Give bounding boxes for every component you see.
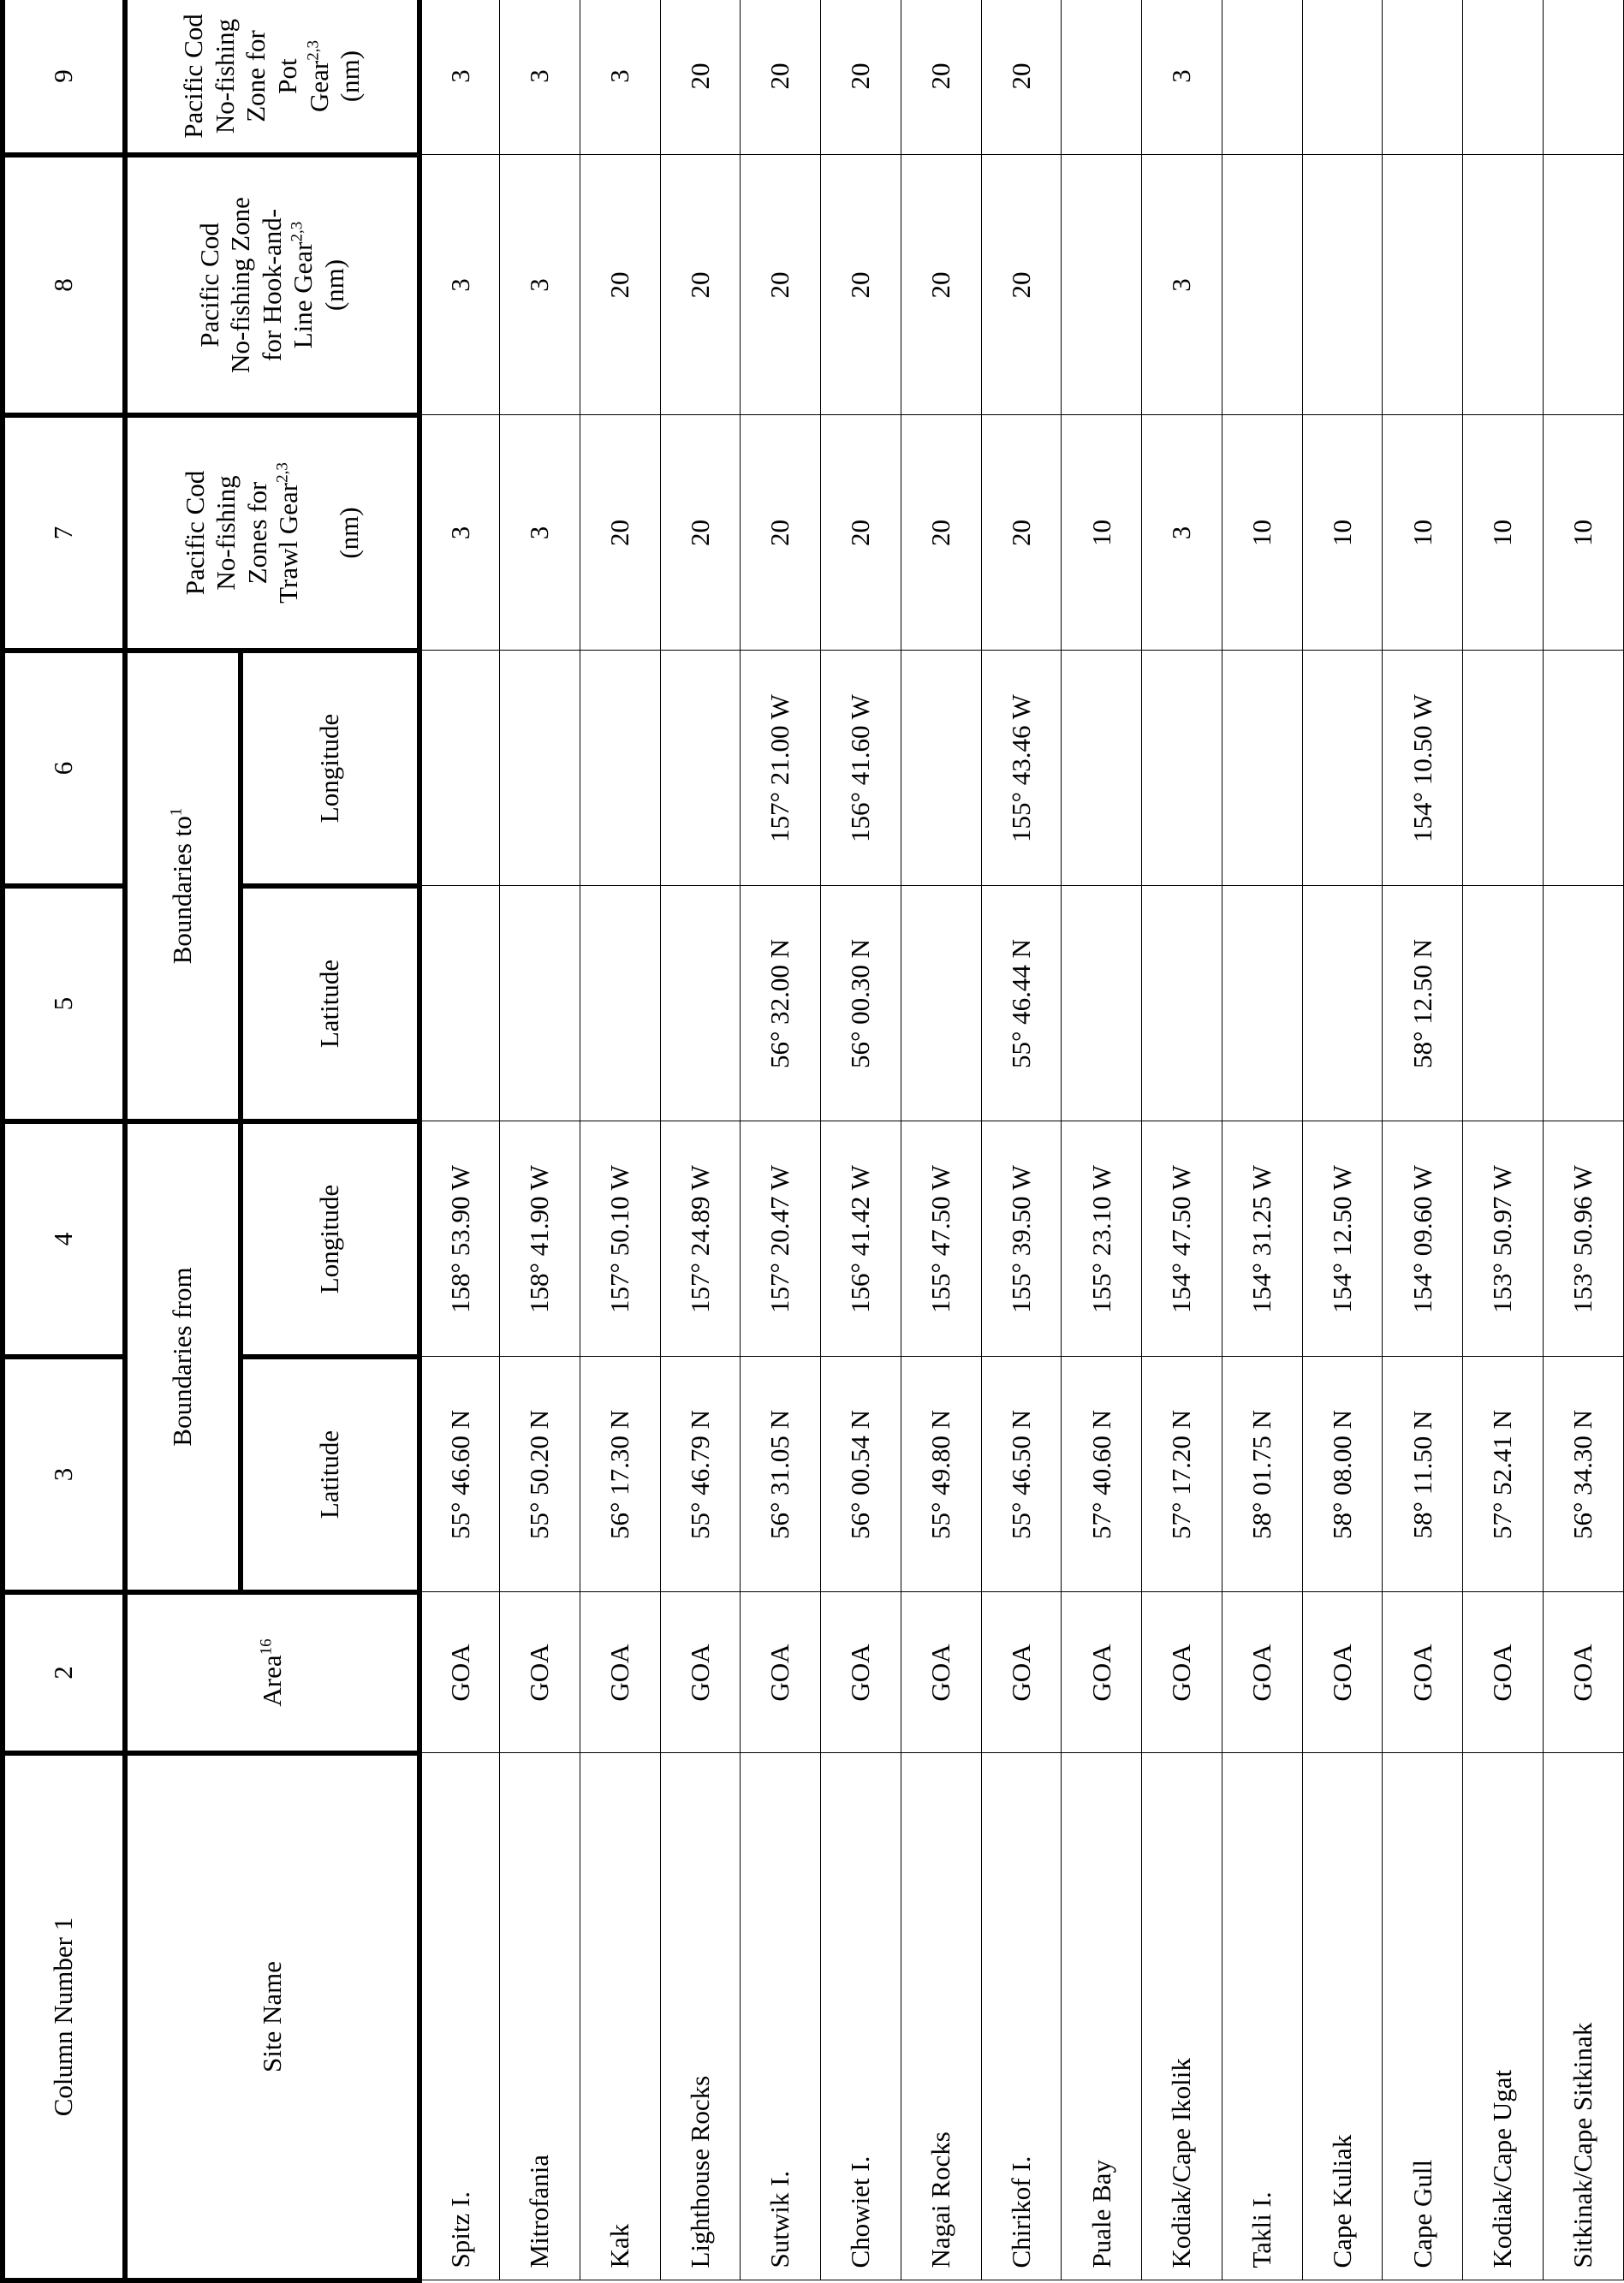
area-header-label: Area [256, 1655, 287, 1707]
table-row [981, 0, 1062, 2280]
hook-zone-cell [1463, 155, 1544, 415]
column-number-5: 5 [3, 886, 125, 1121]
to-latitude-cell: 55° 46.44 N [981, 886, 1062, 1121]
to-latitude-cell [1544, 886, 1624, 1121]
pot-zone-cell: 3 [580, 0, 660, 155]
from-latitude-cell: 56° 34.30 N [1544, 1357, 1624, 1592]
hook-zone-cell [1222, 155, 1302, 415]
to-latitude-cell [1142, 886, 1222, 1121]
column-number-3: 3 [3, 1357, 125, 1592]
trawl-zone-cell: 10 [1222, 415, 1302, 651]
trawl-zone-cell: 10 [1062, 415, 1142, 651]
from-latitude-cell: 57° 52.41 N [1463, 1357, 1544, 1592]
site-name-cell: Kodiak/Cape Ugat [1463, 1753, 1544, 2280]
area-cell: GOA [1544, 1592, 1624, 1753]
area-cell: GOA [821, 1592, 901, 1753]
pot-zone-cell: 3 [419, 0, 500, 155]
from-latitude-cell: 55° 46.60 N [419, 1357, 500, 1592]
area-cell: GOA [1383, 1592, 1463, 1753]
boundaries-to-footnote-ref: 1 [168, 807, 187, 817]
to-longitude-cell [500, 651, 580, 886]
from-longitude-cell: 158° 41.90 W [500, 1121, 580, 1357]
table-row [1544, 0, 1624, 2280]
hook-zone-cell: 3 [419, 155, 500, 415]
pot-zone-cell [1383, 0, 1463, 155]
site-name-cell: Mitrofania [500, 1753, 580, 2280]
table-row [1062, 0, 1142, 2280]
hook-zone-cell: 20 [981, 155, 1062, 415]
from-latitude-cell: 58° 01.75 N [1222, 1357, 1302, 1592]
table-row [580, 0, 660, 2280]
boundaries-to-header [125, 651, 241, 1121]
to-longitude-cell [1222, 651, 1302, 886]
hook-header-line-2: No-fishing Zone [225, 197, 256, 373]
area-cell: GOA [981, 1592, 1062, 1753]
area-cell: GOA [500, 1592, 580, 1753]
hook-zone-cell: 3 [500, 155, 580, 415]
area-cell: GOA [1142, 1592, 1222, 1753]
pot-zone-cell [1062, 0, 1142, 155]
pot-header-unit: (nm) [335, 50, 366, 103]
trawl-header-line-2: No-fishing [211, 475, 241, 591]
from-latitude-header: Latitude [241, 1357, 419, 1592]
site-name-cell: Chowiet I. [821, 1753, 901, 2280]
site-name-cell: Sitkinak/Cape Sitkinak [1544, 1753, 1624, 2280]
site-name-cell: Sutwik I. [741, 1753, 821, 2280]
trawl-header-line-3: Zones for [241, 481, 272, 585]
column-number-1: Column Number 1 [3, 1753, 125, 2280]
area-cell: GOA [1302, 1592, 1383, 1753]
from-latitude-cell: 57° 17.20 N [1142, 1357, 1222, 1592]
from-longitude-cell: 157° 20.47 W [741, 1121, 821, 1357]
from-longitude-cell: 154° 09.60 W [1383, 1121, 1463, 1357]
trawl-header-line-1: Pacific Cod [179, 470, 210, 596]
pot-gear-header [125, 0, 419, 155]
from-longitude-cell: 155° 39.50 W [981, 1121, 1062, 1357]
to-latitude-cell [1463, 886, 1544, 1121]
to-latitude-cell: 56° 32.00 N [741, 886, 821, 1121]
trawl-zone-cell: 10 [1463, 415, 1544, 651]
to-latitude-cell: 58° 12.50 N [1383, 886, 1463, 1121]
pot-zone-cell: 3 [1142, 0, 1222, 155]
hook-zone-cell: 20 [741, 155, 821, 415]
from-latitude-cell: 56° 00.54 N [821, 1357, 901, 1592]
area-header [125, 1592, 419, 1753]
trawl-zone-cell: 10 [1302, 415, 1383, 651]
column-number-2: 2 [3, 1592, 125, 1753]
trawl-header-unit: (nm) [333, 507, 364, 559]
from-latitude-cell: 58° 11.50 N [1383, 1357, 1463, 1592]
site-name-cell: Spitz I. [419, 1753, 500, 2280]
pot-zone-cell [1544, 0, 1624, 155]
from-longitude-cell: 154° 31.25 W [1222, 1121, 1302, 1357]
to-latitude-cell [580, 886, 660, 1121]
trawl-zone-cell: 20 [660, 415, 741, 651]
area-cell: GOA [419, 1592, 500, 1753]
pot-zone-cell [1222, 0, 1302, 155]
to-longitude-cell [1544, 651, 1624, 886]
from-longitude-cell: 156° 41.42 W [821, 1121, 901, 1357]
hook-and-line-gear-header [125, 155, 419, 415]
pot-header-line-2: No-fishing [209, 18, 240, 134]
hook-zone-cell [1302, 155, 1383, 415]
column-number-6: 6 [3, 651, 125, 886]
table-row [1383, 0, 1463, 2280]
to-longitude-cell: 154° 10.50 W [1383, 651, 1463, 886]
column-number-7: 7 [3, 415, 125, 651]
pot-zone-cell: 20 [741, 0, 821, 155]
from-latitude-cell: 55° 46.79 N [660, 1357, 741, 1592]
site-name-cell: Cape Kuliak [1302, 1753, 1383, 2280]
from-latitude-cell: 56° 17.30 N [580, 1357, 660, 1592]
from-latitude-cell: 57° 40.60 N [1062, 1357, 1142, 1592]
from-longitude-cell: 157° 24.89 W [660, 1121, 741, 1357]
pot-header-line-4: Gear [303, 60, 334, 112]
table-row [821, 0, 901, 2280]
to-longitude-cell: 155° 43.46 W [981, 651, 1062, 886]
pot-zone-cell: 3 [500, 0, 580, 155]
trawl-zone-cell: 3 [500, 415, 580, 651]
trawl-gear-header [125, 415, 419, 651]
hook-zone-cell: 20 [901, 155, 981, 415]
from-latitude-cell: 56° 31.05 N [741, 1357, 821, 1592]
column-number-9: 9 [3, 0, 125, 155]
boundaries-header-row [125, 0, 241, 2280]
table-row [419, 0, 500, 2280]
from-longitude-cell: 157° 50.10 W [580, 1121, 660, 1357]
site-name-cell: Puale Bay [1062, 1753, 1142, 2280]
pot-zone-cell: 20 [821, 0, 901, 155]
hook-zone-cell [1544, 155, 1624, 415]
to-longitude-cell [1463, 651, 1544, 886]
trawl-zone-cell: 20 [901, 415, 981, 651]
hook-zone-cell: 20 [821, 155, 901, 415]
hook-zone-cell: 20 [580, 155, 660, 415]
table-row [1463, 0, 1544, 2280]
trawl-zone-cell: 10 [1383, 415, 1463, 651]
site-name-cell: Cape Gull [1383, 1753, 1463, 2280]
from-latitude-cell: 55° 50.20 N [500, 1357, 580, 1592]
pot-zone-cell [1302, 0, 1383, 155]
trawl-footnote-ref: 2,3 [274, 462, 292, 483]
trawl-zone-cell: 3 [1142, 415, 1222, 651]
from-latitude-cell: 55° 46.50 N [981, 1357, 1062, 1592]
pot-zone-cell: 20 [981, 0, 1062, 155]
from-longitude-cell: 158° 53.90 W [419, 1121, 500, 1357]
hook-header-unit: (nm) [318, 259, 349, 312]
to-longitude-cell: 156° 41.60 W [821, 651, 901, 886]
site-name-cell: Lighthouse Rocks [660, 1753, 741, 2280]
to-latitude-cell [419, 886, 500, 1121]
hook-zone-cell: 20 [660, 155, 741, 415]
to-latitude-header: Latitude [241, 886, 419, 1121]
table-row [1222, 0, 1302, 2280]
hook-zone-cell [1062, 155, 1142, 415]
table-body [3, 0, 1624, 2280]
site-name-header: Site Name [125, 1753, 419, 2280]
from-latitude-cell: 55° 49.80 N [901, 1357, 981, 1592]
from-longitude-cell: 153° 50.96 W [1544, 1121, 1624, 1357]
boundaries-from-header: Boundaries from [125, 1121, 241, 1592]
from-longitude-cell: 154° 12.50 W [1302, 1121, 1383, 1357]
to-longitude-cell [1142, 651, 1222, 886]
pot-zone-cell: 20 [901, 0, 981, 155]
from-longitude-cell: 155° 47.50 W [901, 1121, 981, 1357]
hook-footnote-ref: 2,3 [289, 221, 306, 242]
trawl-zone-cell: 20 [580, 415, 660, 651]
site-name-cell: Nagai Rocks [901, 1753, 981, 2280]
pot-zone-cell: 20 [660, 0, 741, 155]
table-row [1302, 0, 1383, 2280]
hook-header-line-3: for Hook-and- [256, 208, 287, 362]
hook-header-line-1: Pacific Cod [193, 223, 224, 348]
to-latitude-cell [660, 886, 741, 1121]
to-latitude-cell [901, 886, 981, 1121]
trawl-zone-cell: 20 [821, 415, 901, 651]
trawl-zone-cell: 20 [741, 415, 821, 651]
column-number-8: 8 [3, 155, 125, 415]
table-row [741, 0, 821, 2280]
hook-zone-cell [1383, 155, 1463, 415]
from-longitude-cell: 154° 47.50 W [1142, 1121, 1222, 1357]
to-latitude-cell [500, 886, 580, 1121]
from-longitude-cell: 155° 23.10 W [1062, 1121, 1142, 1357]
area-cell: GOA [580, 1592, 660, 1753]
site-name-cell: Kodiak/Cape Ikolik [1142, 1753, 1222, 2280]
site-name-cell: Takli I. [1222, 1753, 1302, 2280]
to-longitude-cell [1062, 651, 1142, 886]
area-cell: GOA [901, 1592, 981, 1753]
pot-header-line-1: Pacific Cod [178, 14, 209, 139]
table-row [901, 0, 981, 2280]
area-cell: GOA [1062, 1592, 1142, 1753]
to-longitude-cell [901, 651, 981, 886]
trawl-zone-cell: 3 [419, 415, 500, 651]
to-latitude-cell: 56° 00.30 N [821, 886, 901, 1121]
to-latitude-cell [1302, 886, 1383, 1121]
area-cell: GOA [1463, 1592, 1544, 1753]
to-longitude-cell [580, 651, 660, 886]
hook-zone-cell: 3 [1142, 155, 1222, 415]
site-name-cell: Chirikof I. [981, 1753, 1062, 2280]
site-name-cell: Kak [580, 1753, 660, 2280]
to-longitude-cell [419, 651, 500, 886]
area-cell: GOA [1222, 1592, 1302, 1753]
table-row [500, 0, 580, 2280]
to-latitude-cell [1062, 886, 1142, 1121]
column-number-row [3, 0, 125, 2280]
table-row [660, 0, 741, 2280]
to-longitude-header: Longitude [241, 651, 419, 886]
to-longitude-cell: 157° 21.00 W [741, 651, 821, 886]
area-cell: GOA [660, 1592, 741, 1753]
area-footnote-ref: 16 [257, 1638, 276, 1656]
area-cell: GOA [741, 1592, 821, 1753]
trawl-zone-cell: 10 [1544, 415, 1624, 651]
from-latitude-cell: 58° 08.00 N [1302, 1357, 1383, 1592]
trawl-header-line-4: Trawl Gear [273, 482, 304, 603]
hook-header-line-4: Line Gear [288, 241, 318, 349]
to-longitude-cell [660, 651, 741, 886]
from-longitude-header: Longitude [241, 1121, 419, 1357]
from-longitude-cell: 153° 50.97 W [1463, 1121, 1544, 1357]
pot-footnote-ref: 2,3 [304, 40, 323, 61]
table-row [1142, 0, 1222, 2280]
to-longitude-cell [1302, 651, 1383, 886]
to-latitude-cell [1222, 886, 1302, 1121]
pot-zone-cell [1463, 0, 1544, 155]
boundaries-to-label: Boundaries to [167, 816, 198, 965]
trawl-zone-cell: 20 [981, 415, 1062, 651]
pot-header-line-3: Zone for Pot [241, 30, 303, 122]
column-number-4: 4 [3, 1121, 125, 1357]
